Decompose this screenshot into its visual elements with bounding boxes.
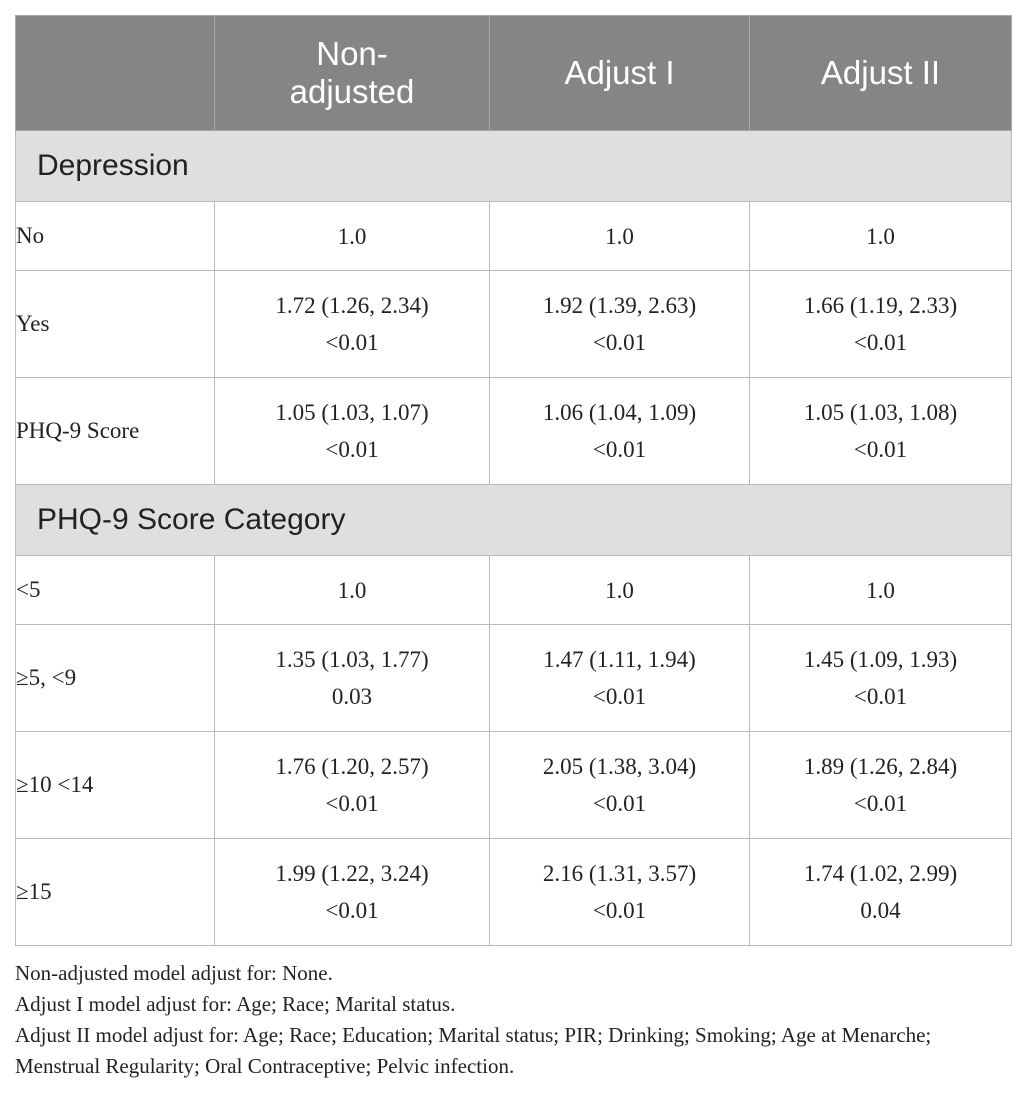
value-cell [490, 271, 750, 378]
estimate-value: 1.89 (1.26, 2.84) [803, 754, 958, 779]
table-row [16, 271, 1012, 378]
estimate-value: 1.0 [337, 223, 367, 249]
row-label: ≥10 <14 [16, 732, 215, 839]
footnote-adjust-ii: Adjust II model adjust for: Age; Race; Education; Marital status; PIR; Drinking; Smoking; Age at Menarche; Menstrual Regularity; Oral Contraceptive; Pelvic infection. [15, 1023, 932, 1078]
p-value: <0.01 [592, 684, 647, 709]
p-value: <0.01 [325, 898, 379, 923]
p-value: <0.01 [592, 330, 647, 355]
p-value: <0.01 [325, 437, 379, 462]
p-value: <0.01 [592, 898, 647, 923]
table-row [16, 732, 1012, 839]
p-value: <0.01 [325, 330, 379, 355]
estimate-value: 1.0 [866, 223, 895, 249]
estimate-value: 1.76 (1.20, 2.57) [275, 754, 429, 779]
value-cell [215, 839, 490, 946]
estimate-value: 1.99 (1.22, 3.24) [275, 861, 429, 886]
header-cell-adjust-i: Adjust I [490, 16, 750, 131]
footnote-adjust-i: Adjust I model adjust for: Age; Race; Marital status. [15, 992, 456, 1016]
table-row [16, 839, 1012, 946]
value-cell [215, 625, 490, 732]
estimate-value: 1.05 (1.03, 1.08) [803, 400, 958, 425]
value-cell [750, 839, 1012, 946]
value-cell [490, 556, 750, 625]
section-title: PHQ-9 Score Category [16, 485, 1012, 556]
estimate-value: 1.74 (1.02, 2.99) [803, 861, 958, 886]
value-cell [215, 556, 490, 625]
estimate-value: 1.0 [337, 577, 367, 603]
value-cell [490, 625, 750, 732]
estimate-value: 2.16 (1.31, 3.57) [542, 861, 697, 886]
p-value: <0.01 [592, 437, 647, 462]
value-cell [215, 378, 490, 485]
value-cell [750, 732, 1012, 839]
estimate-value: 1.35 (1.03, 1.77) [275, 647, 429, 672]
p-value: 0.03 [331, 684, 373, 709]
results-table [15, 15, 1012, 946]
section-header-row [16, 485, 1012, 556]
value-cell [750, 556, 1012, 625]
value-cell [490, 202, 750, 271]
row-label: No [16, 202, 215, 271]
table-header-row [16, 16, 1012, 131]
header-cell-non-adjusted [215, 16, 490, 131]
value-cell [490, 839, 750, 946]
p-value: <0.01 [853, 791, 908, 816]
footnotes [15, 958, 1015, 1082]
p-value: <0.01 [592, 791, 647, 816]
value-cell [750, 202, 1012, 271]
table-body [16, 131, 1012, 946]
p-value: 0.04 [860, 898, 901, 923]
value-cell [215, 732, 490, 839]
header-cell-adjust-ii: Adjust II [750, 16, 1012, 131]
estimate-value: 1.0 [605, 577, 634, 603]
estimate-value: 2.05 (1.38, 3.04) [542, 754, 697, 779]
header-non-adjusted-line1: Non- [316, 35, 388, 72]
value-cell [215, 271, 490, 378]
row-label: <5 [16, 556, 215, 625]
value-cell [750, 271, 1012, 378]
table-row [16, 378, 1012, 485]
p-value: <0.01 [853, 437, 908, 462]
estimate-value: 1.06 (1.04, 1.09) [542, 400, 697, 425]
table-row [16, 202, 1012, 271]
header-cell-label [16, 16, 215, 131]
section-header-row [16, 131, 1012, 202]
estimate-value: 1.72 (1.26, 2.34) [275, 293, 429, 318]
p-value: <0.01 [853, 684, 908, 709]
section-title: Depression [16, 131, 1012, 202]
estimate-value: 1.0 [866, 577, 895, 603]
table-row [16, 625, 1012, 732]
header-non-adjusted-line2: adjusted [289, 73, 415, 110]
value-cell [215, 202, 490, 271]
estimate-value: 1.05 (1.03, 1.07) [275, 400, 429, 425]
row-label: ≥15 [16, 839, 215, 946]
value-cell [750, 625, 1012, 732]
estimate-value: 1.92 (1.39, 2.63) [542, 293, 697, 318]
estimate-value: 1.45 (1.09, 1.93) [803, 647, 958, 672]
estimate-value: 1.0 [605, 223, 634, 249]
p-value: <0.01 [853, 330, 908, 355]
value-cell [750, 378, 1012, 485]
value-cell [490, 732, 750, 839]
row-label: ≥5, <9 [16, 625, 215, 732]
footnote-non-adjusted: Non-adjusted model adjust for: None. [15, 961, 333, 985]
value-cell [490, 378, 750, 485]
row-label: PHQ-9 Score [16, 378, 215, 485]
table-row [16, 556, 1012, 625]
estimate-value: 1.47 (1.11, 1.94) [543, 647, 696, 672]
row-label: Yes [16, 271, 215, 378]
p-value: <0.01 [325, 791, 379, 816]
estimate-value: 1.66 (1.19, 2.33) [803, 293, 958, 318]
